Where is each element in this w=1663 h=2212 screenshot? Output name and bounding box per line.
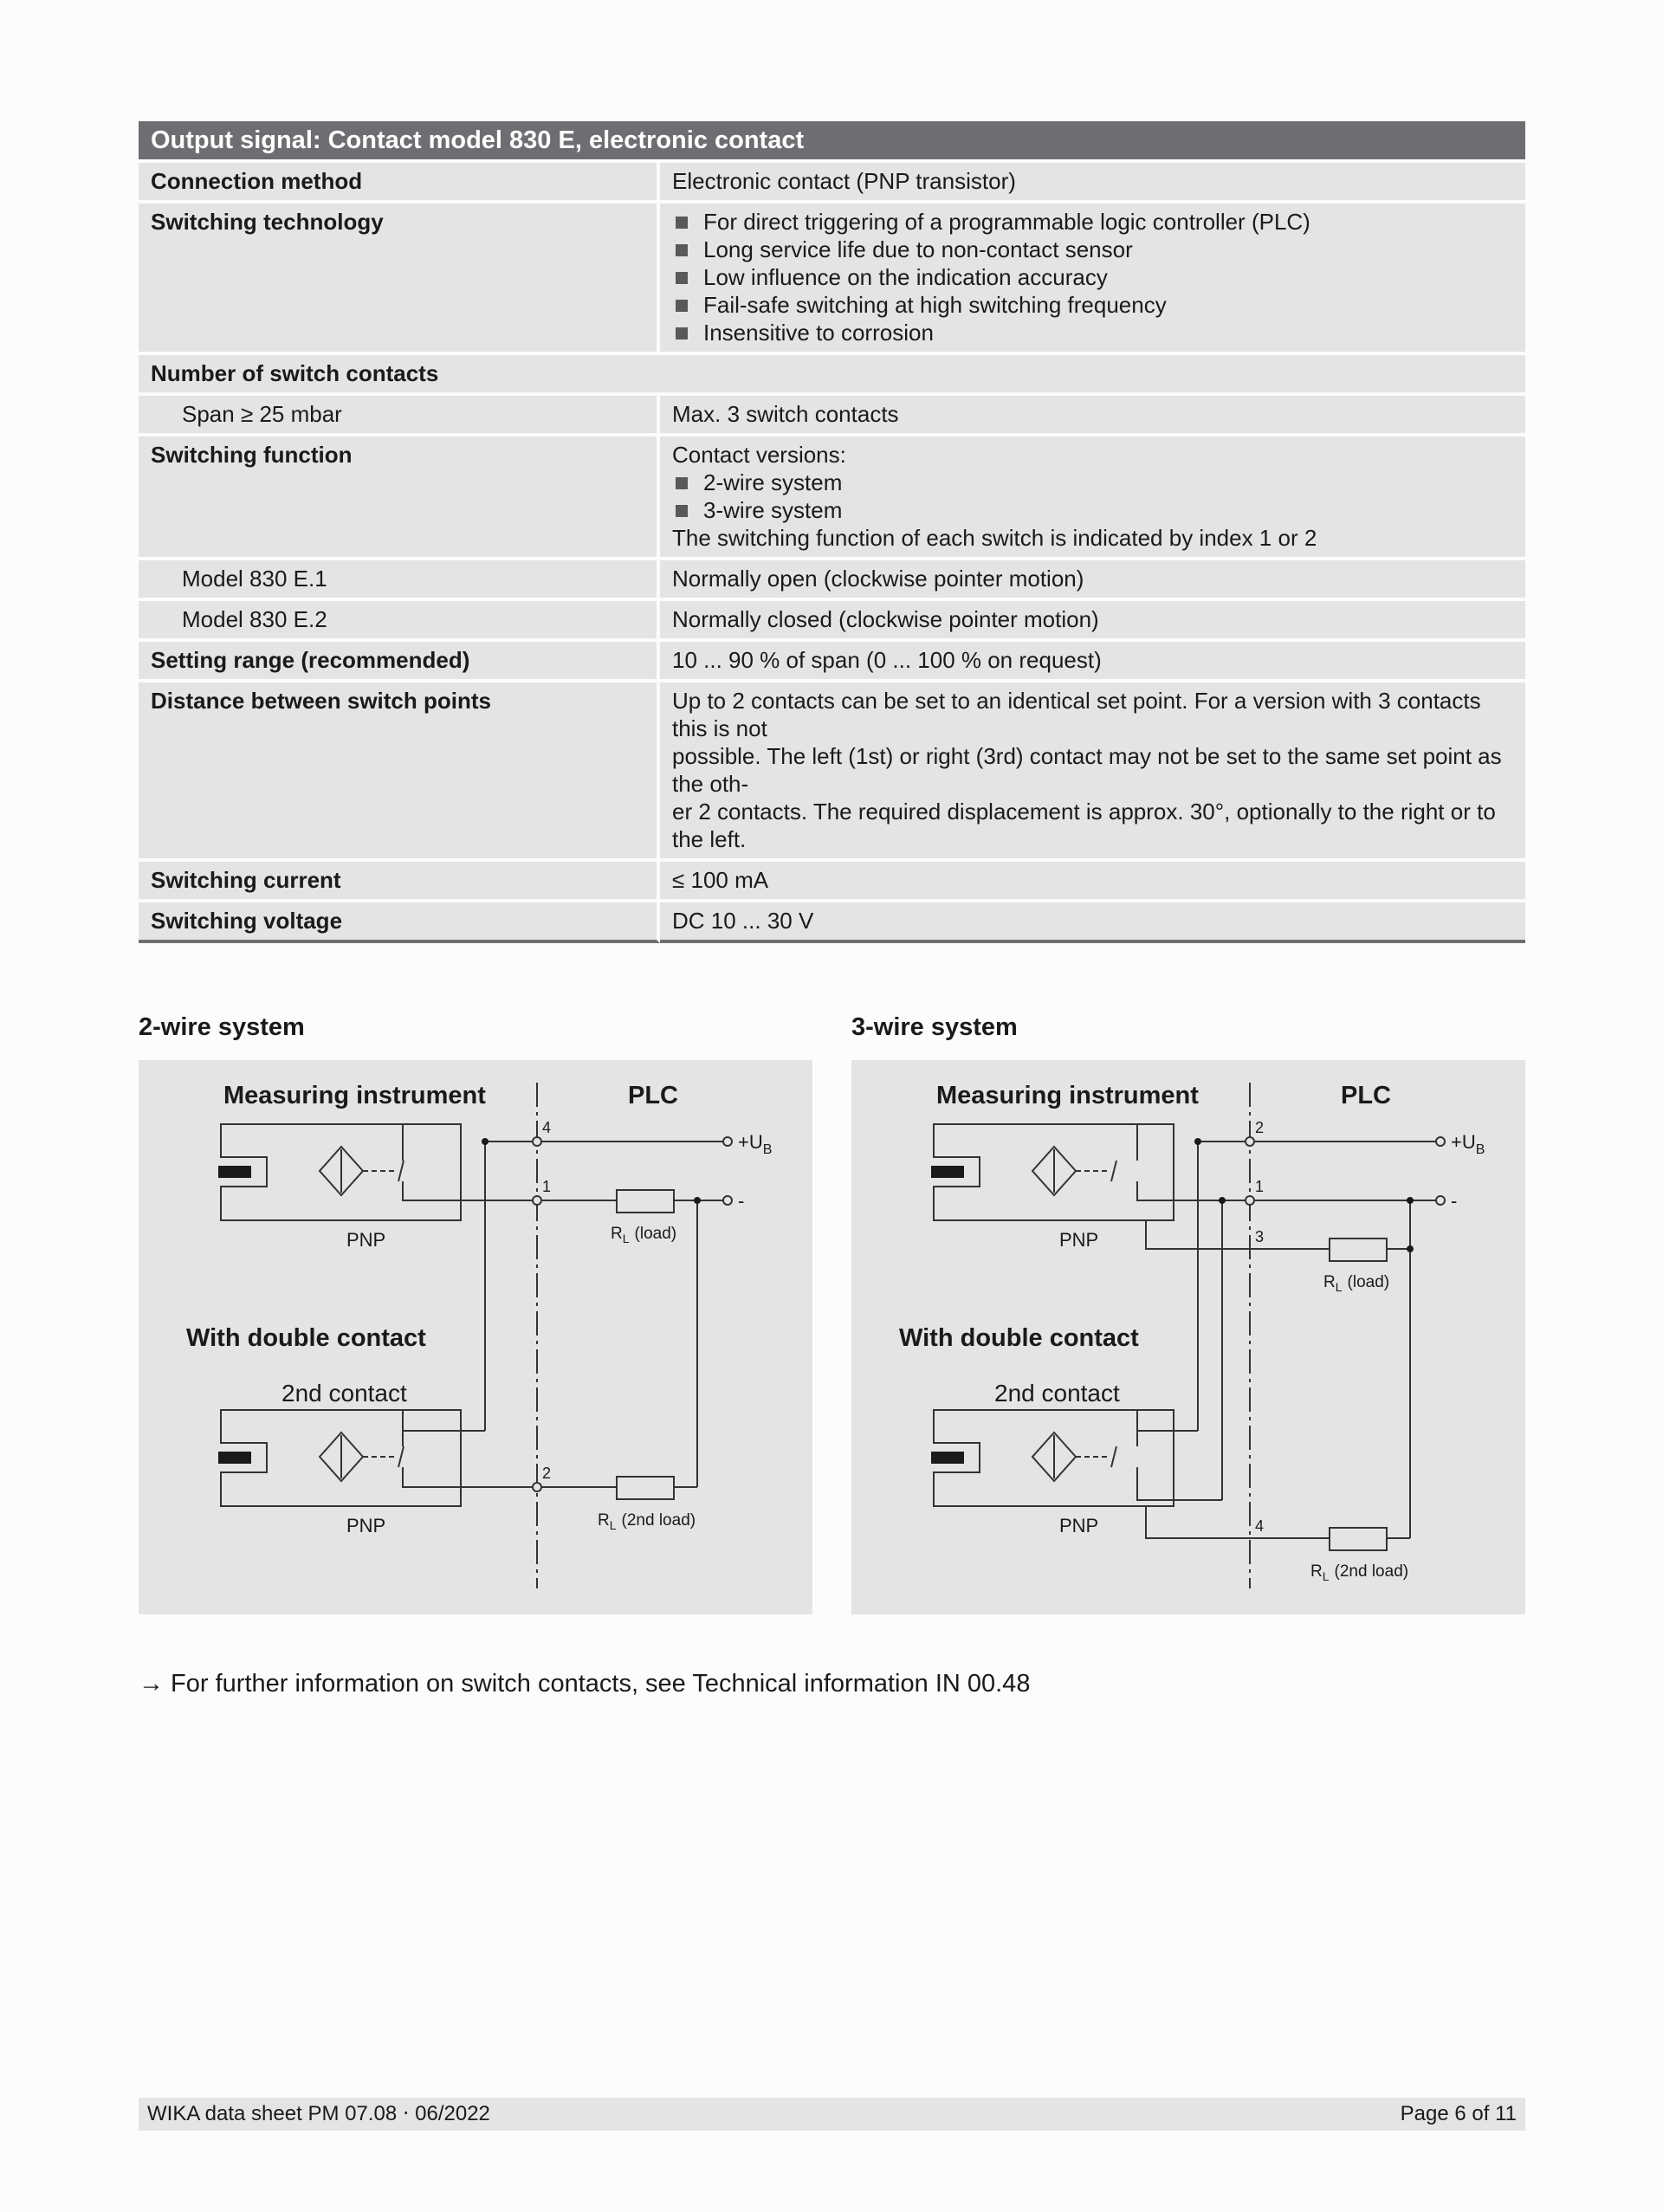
table-row (139, 396, 1525, 433)
row-value: DC 10 ... 30 V (660, 902, 1525, 943)
minus-label: - (1451, 1190, 1458, 1212)
rl-subscript: L (1335, 1280, 1343, 1294)
rl-label: R (1310, 1562, 1323, 1581)
rl-subscript: L (1322, 1569, 1330, 1583)
row-value (660, 437, 1525, 557)
footer-doc-id: WIKA data sheet PM 07.08 ⋅ 06/2022 (147, 2102, 490, 2125)
table-row (139, 355, 1525, 392)
load-label: (load) (1347, 1273, 1390, 1291)
rl-label: R (1323, 1273, 1336, 1291)
load-label: (load) (634, 1225, 677, 1243)
distance-line: possible. The left (1st) or right (3rd) contact may not be set to the same set point as the oth- (672, 743, 1502, 797)
list-item: Long service life due to non-contact sensor (672, 236, 1515, 263)
ub-label: +U (1451, 1131, 1476, 1153)
table-header: Output signal: Contact model 830 E, electronic contact (139, 121, 1525, 159)
terminal-label: 3 (1255, 1228, 1265, 1245)
double-contact-label: With double contact (899, 1324, 1139, 1352)
list-item: Insensitive to corrosion (672, 319, 1515, 346)
list-item: 3-wire system (672, 496, 1515, 524)
row-value (660, 204, 1525, 352)
measuring-label: Measuring instrument (223, 1082, 486, 1109)
row-label: Model 830 E.2 (139, 601, 660, 638)
row-label: Span ≥ 25 mbar (139, 396, 660, 433)
pnp-label: PNP (1059, 1229, 1099, 1251)
row-value: Normally closed (clockwise pointer motion) (660, 601, 1525, 638)
second-contact-label: 2nd contact (994, 1380, 1120, 1407)
rl-subscript: L (622, 1232, 630, 1245)
plc-label: PLC (1341, 1082, 1391, 1109)
footer-page-number: Page 6 of 11 (1400, 2102, 1517, 2125)
row-label: Number of switch contacts (139, 355, 1525, 392)
svg-text:RL(load) (1323, 1273, 1389, 1294)
load2-label: (2nd load) (1334, 1562, 1409, 1581)
terminal-label: 4 (542, 1119, 552, 1136)
svg-text:+UB (1451, 1131, 1485, 1157)
double-contact-label: With double contact (186, 1324, 426, 1352)
table-row (139, 642, 1525, 679)
list-item: Fail-safe switching at high switching frequency (672, 291, 1515, 319)
row-value (660, 682, 1525, 858)
distance-line: er 2 contacts. The required displacement is approx. 30°, optionally to the right or to the left. (672, 799, 1496, 852)
further-info-note: → For further information on switch contacts, see Technical information IN 00.48 (139, 1670, 1031, 1698)
minus-label: - (738, 1190, 745, 1212)
list-item: Low influence on the indication accuracy (672, 263, 1515, 291)
rl-subscript: L (609, 1518, 617, 1532)
row-label: Switching current (139, 862, 660, 899)
ub-label: +U (738, 1131, 763, 1153)
table-row (139, 437, 1525, 557)
distance-line: Up to 2 contacts can be set to an identical set point. For a version with 3 contacts this is not (672, 688, 1481, 741)
three-wire-schematic (851, 1060, 1525, 1614)
technology-list (672, 208, 1515, 346)
second-contact-label: 2nd contact (281, 1380, 407, 1407)
pnp-label: PNP (1059, 1515, 1099, 1536)
row-label: Connection method (139, 163, 660, 200)
function-outro: The switching function of each switch is indicated by index 1 or 2 (672, 525, 1317, 551)
ub-subscript: B (762, 1142, 773, 1157)
three-wire-diagram (851, 1060, 1525, 1614)
plc-label: PLC (628, 1082, 678, 1109)
row-label: Switching technology (139, 204, 660, 352)
row-label: Switching voltage (139, 902, 660, 943)
terminal-label: 1 (542, 1178, 552, 1195)
three-wire-title: 3-wire system (851, 1013, 1018, 1041)
two-wire-title: 2-wire system (139, 1013, 305, 1041)
table-row (139, 204, 1525, 352)
svg-text:RL(2nd load) (598, 1511, 696, 1532)
list-item: 2-wire system (672, 469, 1515, 496)
row-value: Electronic contact (PNP transistor) (660, 163, 1525, 200)
two-wire-schematic (139, 1060, 812, 1614)
page-footer (139, 2098, 1525, 2131)
terminal-label: 1 (1255, 1178, 1265, 1195)
table-header-row (139, 121, 1525, 159)
rl-label: R (611, 1225, 623, 1243)
spec-table (139, 118, 1525, 947)
row-value: ≤ 100 mA (660, 862, 1525, 899)
row-value: Normally open (clockwise pointer motion) (660, 560, 1525, 598)
row-value: Max. 3 switch contacts (660, 396, 1525, 433)
table-row (139, 163, 1525, 200)
function-list (672, 469, 1515, 524)
row-label: Model 830 E.1 (139, 560, 660, 598)
measuring-label: Measuring instrument (936, 1082, 1199, 1109)
rl-label: R (598, 1511, 610, 1530)
table-row (139, 902, 1525, 943)
row-label: Setting range (recommended) (139, 642, 660, 679)
svg-text:+UB (738, 1131, 772, 1157)
ub-subscript: B (1475, 1142, 1485, 1157)
load2-label: (2nd load) (621, 1511, 696, 1530)
two-wire-diagram (139, 1060, 812, 1614)
table-row (139, 862, 1525, 899)
row-value: 10 ... 90 % of span (0 ... 100 % on request) (660, 642, 1525, 679)
list-item: For direct triggering of a programmable logic controller (PLC) (672, 208, 1515, 236)
function-intro: Contact versions: (672, 442, 846, 468)
terminal-label: 4 (1255, 1517, 1265, 1535)
table-row (139, 682, 1525, 858)
pnp-label: PNP (346, 1515, 386, 1536)
row-label: Distance between switch points (139, 682, 660, 858)
svg-text:RL(2nd load) (1310, 1562, 1408, 1583)
svg-text:RL(load) (611, 1225, 676, 1245)
pnp-label: PNP (346, 1229, 386, 1251)
terminal-label: 2 (542, 1465, 552, 1482)
terminal-label: 2 (1255, 1119, 1265, 1136)
table-row (139, 560, 1525, 598)
row-label: Switching function (139, 437, 660, 557)
table-row (139, 601, 1525, 638)
